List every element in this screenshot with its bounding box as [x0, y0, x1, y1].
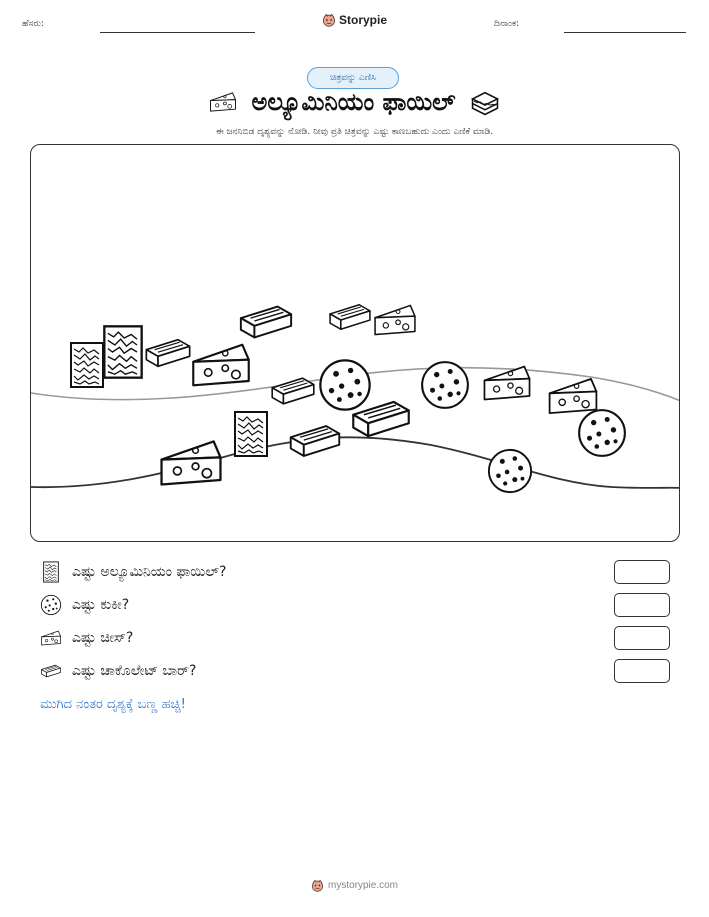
cheese-item	[162, 441, 221, 484]
question-text: ಎಷ್ಟು ಕುಕೀ?	[72, 597, 130, 613]
cookie-item	[320, 360, 369, 409]
cookie-item	[489, 450, 531, 492]
question-cookie	[40, 593, 670, 617]
cookie-icon	[40, 594, 62, 616]
name-line[interactable]	[100, 32, 255, 33]
counting-scene	[30, 144, 680, 542]
answer-box-foil[interactable]	[614, 560, 670, 584]
chocolate-bar-item	[272, 378, 314, 404]
sandwich-icon	[469, 88, 501, 116]
chocolate-bar-item	[330, 305, 370, 330]
answer-box-cheese[interactable]	[614, 626, 670, 650]
date-label: ದಿನಾಂಕ:	[494, 19, 520, 29]
chocolate-bar-item	[241, 307, 291, 338]
question-chocolate	[40, 659, 670, 683]
cheese-icon	[208, 90, 238, 114]
cookie-item	[579, 410, 625, 456]
count-pictures-pill: ಚಿತ್ರವನ್ನು ಎಣಿಸಿ	[307, 67, 399, 89]
answer-box-cookie[interactable]	[614, 593, 670, 617]
date-line[interactable]	[564, 32, 686, 33]
cheese-item	[375, 305, 415, 334]
instructions: ಈ ಜನನಿಬಿಡ ದೃಶ್ಯವನ್ನು ನೋಡಿ. ನೀವು ಪ್ರತಿ ಚಿತ್ರವನ್ನು ಎಷ್ಟು ಕಾಣಬಹುದು ಎಂದು ಎಣಿಕೆ ಮಾಡಿ.	[215, 127, 494, 137]
brand-name: Storypie	[339, 13, 388, 27]
question-text: ಎಷ್ಟು ಚಾಕೊಲೇಟ್ ಬಾರ್?	[72, 663, 197, 679]
color-note: ಮುಗಿದ ನಂತರ ದೃಶ್ಯಕ್ಕೆ ಬಣ್ಣ ಹಚ್ಚಿ!	[40, 697, 186, 712]
page-title: ಅಲ್ಯೂಮಿನಿಯಂ ಫಾಯಿಲ್	[251, 88, 456, 116]
question-cheese	[40, 626, 670, 650]
aluminum-foil-item	[71, 343, 103, 387]
aluminum-foil-icon	[40, 561, 62, 583]
cheese-item	[484, 367, 529, 400]
chocolate-bar-item	[291, 426, 340, 456]
footer-url: mystorypie.com	[327, 880, 398, 891]
question-text: ಎಷ್ಟು ಚೀಸ್?	[72, 630, 134, 646]
answer-box-chocolate[interactable]	[614, 659, 670, 683]
name-label: ಹೆಸರು:	[22, 19, 45, 29]
aluminum-foil-item	[235, 412, 267, 456]
scene-drawing	[31, 145, 680, 542]
question-text: ಎಷ್ಟು ಅಲ್ಯೂಮಿನಿಯಂ ಫಾಯಿಲ್?	[72, 564, 227, 580]
footer	[0, 879, 709, 892]
cheese-icon	[40, 627, 62, 649]
brand-logo	[322, 13, 387, 27]
cheese-item	[193, 345, 248, 386]
aluminum-foil-item	[104, 326, 141, 377]
cheese-item	[550, 379, 597, 413]
mascot-face-icon	[322, 13, 336, 27]
chocolate-bar-icon	[40, 660, 62, 682]
question-foil	[40, 560, 670, 584]
title-row	[0, 88, 709, 116]
mascot-face-icon	[311, 879, 324, 892]
chocolate-bar-item	[146, 340, 189, 367]
cookie-item	[422, 362, 468, 408]
chocolate-bar-item	[353, 402, 408, 436]
